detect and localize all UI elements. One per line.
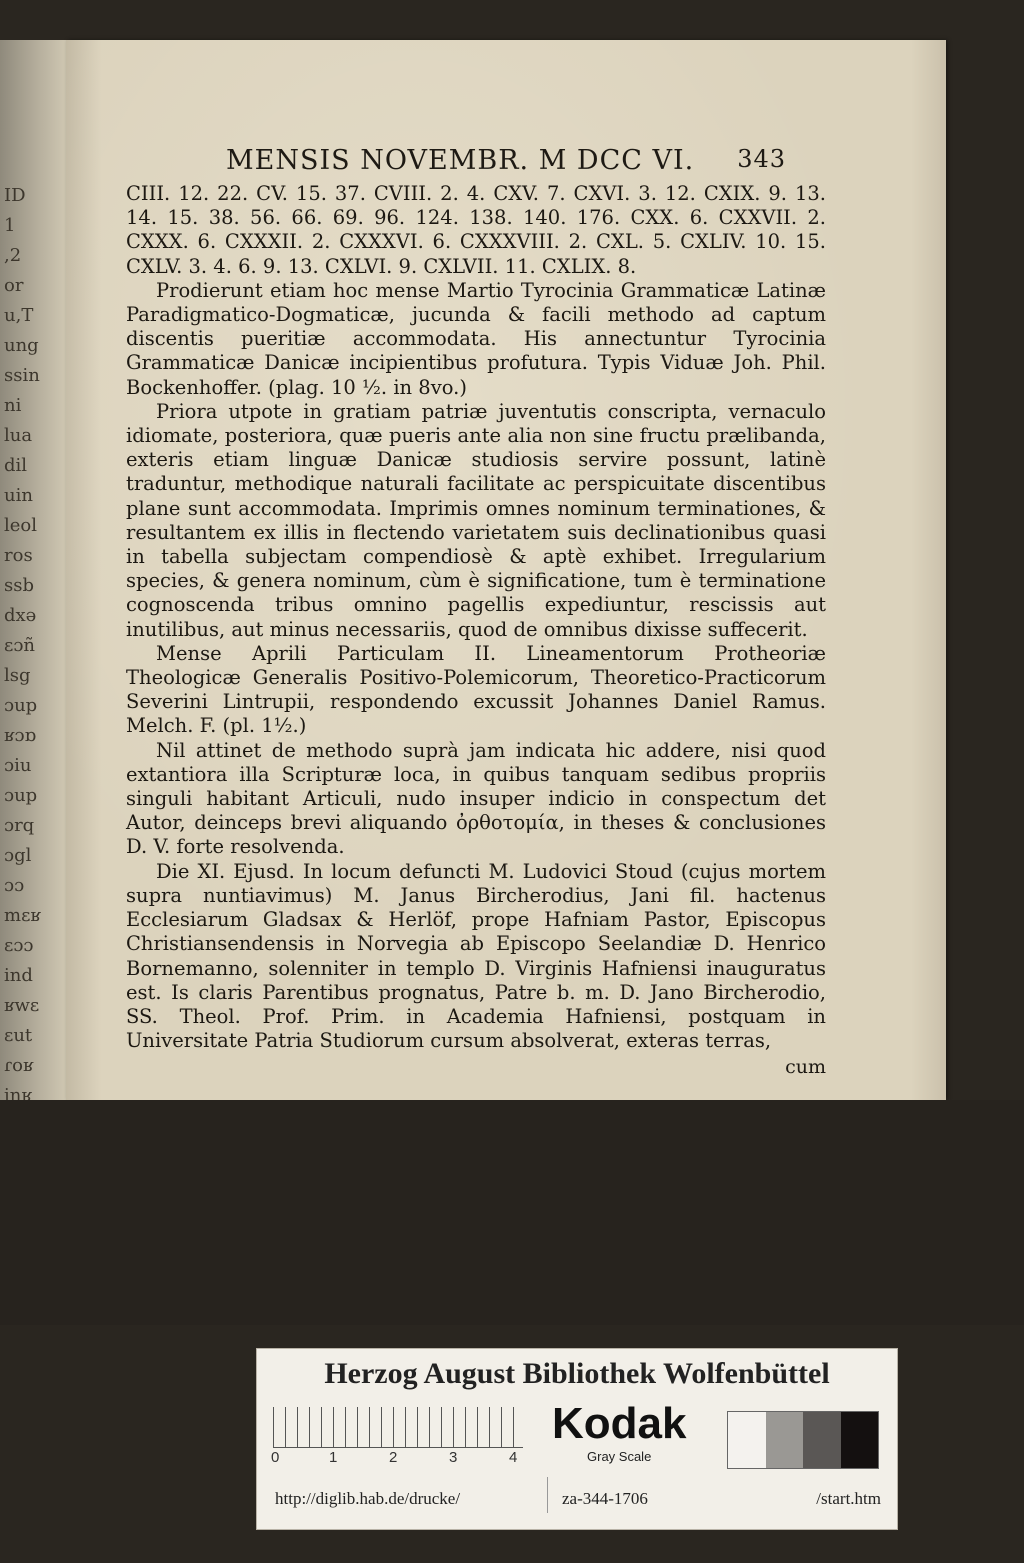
paragraph-mense-aprili: Mense Aprili Particulam II. Lineamentorum Protheoriæ Theologicæ Generalis Positivo-Polemicorum, Theoretico-Practicorum Severini Lintrupii, respondendo excussit Johannes Daniel Ramus. Melch. F. (pl. 1½.) xyxy=(126,641,826,738)
prev-page-fragment: ɔrq xyxy=(4,815,35,836)
prev-page-fragment: ssb xyxy=(4,575,34,596)
swatch-light-gray xyxy=(766,1412,804,1468)
paragraph-die-xi: Die XI. Ejusd. In locum defuncti M. Ludovici Stoud (cujus mortem supra nuntiavimus) M. Janus Bircherodius, Jani fil. hactenus Ecclesiarum Gladsax & Herlöf, prope Hafniam Pastor, Episcopus Christiansendensis in Norvegia ab Episcopo Seelandiæ D. Henrico Bornemanno, solenniter in templo D. Virginis Hafniensi inauguratus est. Is claris Parentibus prognatus, Patre b. m. D. Jano Bircherodio, SS. Theol. Prof. Prim. in Academia Hafniensi, postquam in Universitate Patria Studiorum cursum absolverat, exteras terras, xyxy=(126,859,826,1053)
running-head xyxy=(226,145,786,176)
kodak-logo: Kodak xyxy=(552,1399,687,1448)
prev-page-fragment: ind xyxy=(4,965,33,986)
prev-page-fragment: ssin xyxy=(4,365,40,386)
prev-page-fragment: ɛɔɔ xyxy=(4,935,34,956)
prev-page-fragment: ID xyxy=(4,185,26,206)
prev-page-fragment: ɔiu xyxy=(4,755,32,776)
prev-page-fragment: ɔup xyxy=(4,785,38,806)
prev-page-fragment: u,T xyxy=(4,305,34,326)
prev-page-fragment: or xyxy=(4,275,24,296)
paragraph-priora: Priora utpote in gratiam patriæ juventutis conscripta, vernaculo idiomate, posteriora, quæ pueris ante alia non sine fructu prælibanda, exteris etiam linguæ Danicæ studiosis servire possunt, latinè traduntur, methodique naturali facilitate ac perspicuitate discentibus plane sunt accommodata. Imprimis omnes nominum terminationes, & resultantem ex illis in flectendo varietatem suis declinationibus quasi in tabella subjectam compendiosè & aptè exhibet. Irregularium species, & genera nominum, cùm è significatione, tum è terminatione cognoscenda tribus omnino pagellis expediuntur, rescissis aut inutilibus, aut minus necessariis, quod de omnibus dixisse suffecerit. xyxy=(126,399,826,641)
prev-page-fragment: ʁwɛ xyxy=(4,995,40,1016)
color-target-card xyxy=(256,1348,898,1530)
paragraph-methodo: Nil attinet de methodo suprà jam indicata hic addere, nisi quod extantiora illa Scripturæ loca, in quibus tanquam sedibus propriis singuli habitant Articuli, nudo insuper indicio in conspectum det Autor, deinceps brevi aliquando ὀρθοτομία, in theses & conclusiones D. V. forte resolvenda. xyxy=(126,738,826,859)
catchword: cum xyxy=(785,1056,826,1079)
background-strip xyxy=(0,1100,1024,1325)
card-footer xyxy=(257,1479,897,1519)
prev-page-fragment: ni xyxy=(4,395,22,416)
gray-scale-label: Gray Scale xyxy=(587,1449,652,1464)
prev-page-fragment: mɛʁ xyxy=(4,905,41,926)
scale-ruler xyxy=(273,1407,523,1448)
prev-page-fragment: 1 xyxy=(4,215,16,236)
swatch-black xyxy=(841,1412,879,1468)
prev-page-fragment: ɾoʁ xyxy=(4,1055,34,1076)
swatch-white xyxy=(728,1412,766,1468)
prev-page-fragment: ɔɔ xyxy=(4,875,25,896)
prev-page-fragment: lsg xyxy=(4,665,31,686)
prev-page-fragment: ,2 xyxy=(4,245,22,266)
prev-page-fragment: leol xyxy=(4,515,38,536)
prev-page-fragment: ɔgl xyxy=(4,845,32,866)
prev-page-fragment: inʁ xyxy=(4,1085,32,1100)
ruler-number: 4 xyxy=(509,1449,518,1466)
prev-page-fragment: ros xyxy=(4,545,33,566)
running-head-title: MENSIS NOVEMBR. M DCC VI. xyxy=(226,145,695,176)
prev-page-fragment: ɛut xyxy=(4,1025,33,1046)
url-prefix: http://diglib.hab.de/drucke/ xyxy=(275,1489,461,1508)
ruler-number: 1 xyxy=(329,1449,338,1466)
swatch-dark-gray xyxy=(803,1412,841,1468)
ruler-number: 3 xyxy=(449,1449,458,1466)
url-suffix: /start.htm xyxy=(816,1489,881,1508)
prev-page-fragment: ɔup xyxy=(4,695,38,716)
previous-page-edge xyxy=(0,40,66,1100)
paragraph-index-numbers: CIII. 12. 22. CV. 15. 37. CVIII. 2. 4. CXV. 7. CXVI. 3. 12. CXIX. 9. 13. 14. 15. 38. 56. 66. 69. 96. 124. 138. 140. 176. CXX. 6. CXXVII. 2. CXXX. 6. CXXXII. 2. CXXXVI. 6. CXXXVIII. 2. CXL. 5. CXLIV. 10. 15. CXLV. 3. 4. 6. 9. 13. CXLVI. 9. CXLVII. 11. CXLIX. 8. xyxy=(126,182,826,278)
book-page xyxy=(66,40,946,1100)
prev-page-fragment: dil xyxy=(4,455,28,476)
library-title: Herzog August Bibliothek Wolfenbüttel xyxy=(324,1357,830,1390)
shelfmark: za-344-1706 xyxy=(562,1489,648,1508)
prev-page-fragment: ɛɔñ xyxy=(4,635,35,656)
prev-page-fragment: dxə xyxy=(4,605,37,626)
page-number: 343 xyxy=(737,145,786,173)
ruler-number: 2 xyxy=(389,1449,398,1466)
prev-page-fragment: ung xyxy=(4,335,39,356)
paragraph-tyrocinia: Prodierunt etiam hoc mense Martio Tyrocinia Grammaticæ Latinæ Paradigmatico-Dogmaticæ, jucunda & facili methodo ad captum discentis pueritiæ accommodata. His annectuntur Tyrocinia Grammaticæ Danicæ incipientibus profutura. Typis Viduæ Joh. Phil. Bockenhoffer. (plag. 10 ½. in 8vo.) xyxy=(126,278,826,399)
body-text xyxy=(126,182,826,1079)
gray-swatches xyxy=(727,1411,879,1469)
prev-page-fragment: uin xyxy=(4,485,33,506)
prev-page-fragment: ʁɔɒ xyxy=(4,725,37,746)
prev-page-fragment: lua xyxy=(4,425,33,446)
ruler-number: 0 xyxy=(271,1449,280,1466)
